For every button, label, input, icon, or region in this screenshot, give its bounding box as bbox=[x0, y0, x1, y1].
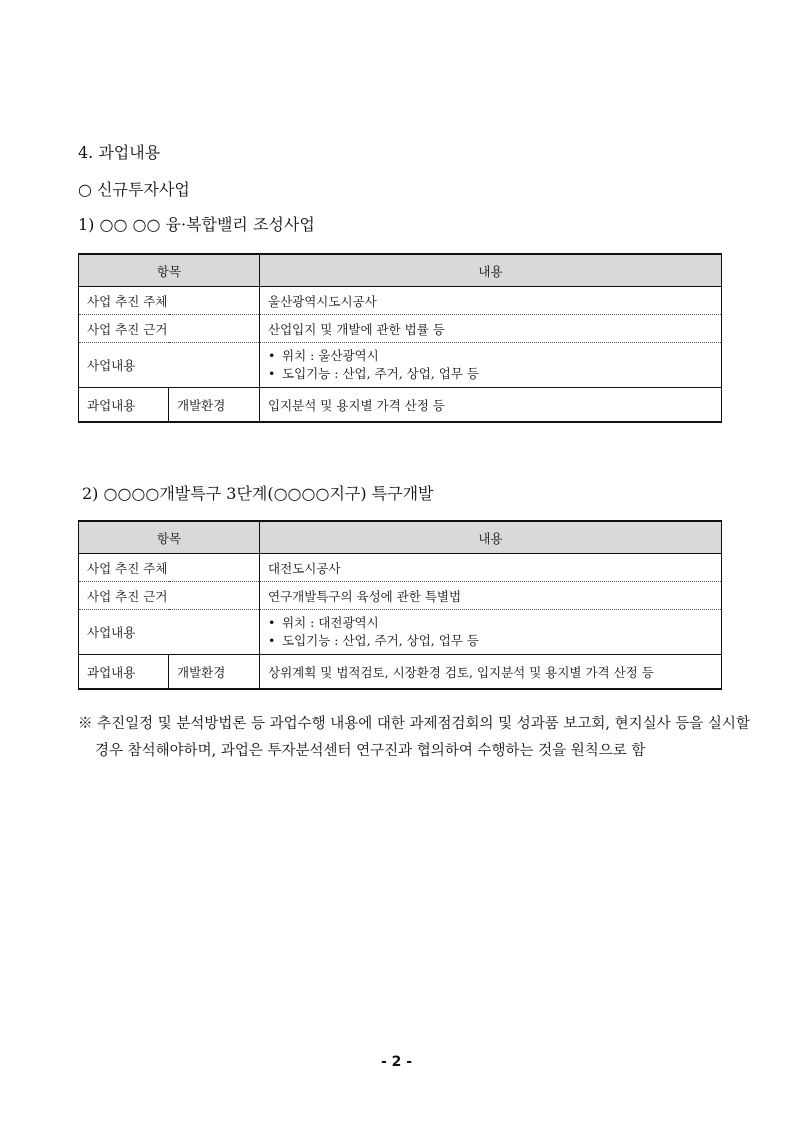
note-line-1: ※ 추진일정 및 분석방법론 등 과업수행 내용에 대한 과제점검회의 및 성과품 보고회, 현지실사 등을 실시할 bbox=[78, 716, 750, 732]
project-2-table bbox=[78, 520, 722, 690]
content-value bbox=[260, 610, 722, 655]
section-subtitle: ○ 신규투자사업 bbox=[78, 180, 190, 199]
list-item: • 도입기능 : 산업, 주거, 상업, 업무 등 bbox=[268, 632, 713, 650]
content-label: 사업내용 bbox=[79, 343, 260, 388]
agent-value: 울산광역시도시공사 bbox=[260, 287, 722, 315]
basis-value: 산업입지 및 개발에 관한 법률 등 bbox=[260, 315, 722, 343]
agent-label: 사업 추진 주체 bbox=[79, 554, 260, 582]
agent-label: 사업 추진 주체 bbox=[79, 287, 260, 315]
content-label: 사업내용 bbox=[79, 610, 260, 655]
task-label: 과업내용 bbox=[79, 655, 169, 690]
content-bullet-list bbox=[268, 614, 713, 650]
note-line-2: 경우 참석해야하며, 과업은 투자분석센터 연구진과 협의하여 수행하는 것을 원칙으로 함 bbox=[95, 743, 646, 759]
header-content: 내용 bbox=[260, 254, 722, 287]
table-row bbox=[79, 610, 722, 655]
table-header-row bbox=[79, 521, 722, 554]
list-item: • 위치 : 울산광역시 bbox=[268, 347, 713, 365]
basis-value: 연구개발특구의 육성에 관한 특별법 bbox=[260, 582, 722, 610]
content-bullet-list bbox=[268, 347, 713, 383]
table-row bbox=[79, 287, 722, 315]
task-sub-label: 개발환경 bbox=[169, 655, 260, 690]
table-row bbox=[79, 343, 722, 388]
table-row bbox=[79, 315, 722, 343]
table-row bbox=[79, 388, 722, 423]
table-row bbox=[79, 582, 722, 610]
basis-label: 사업 추진 근거 bbox=[79, 315, 260, 343]
page-number: - 2 - bbox=[380, 1054, 413, 1070]
task-label: 과업내용 bbox=[79, 388, 169, 423]
project-1-table bbox=[78, 253, 722, 423]
header-item: 항목 bbox=[79, 521, 260, 554]
project-1-title: 1) ○○ ○○ 융·복합밸리 조성사업 bbox=[78, 215, 315, 234]
table-row bbox=[79, 655, 722, 690]
section-title: 4. 과업내용 bbox=[78, 143, 161, 162]
content-value bbox=[260, 343, 722, 388]
table-row bbox=[79, 554, 722, 582]
project-2-title: 2) ○○○○개발특구 3단계(○○○○지구) 특구개발 bbox=[82, 484, 434, 503]
basis-label: 사업 추진 근거 bbox=[79, 582, 260, 610]
table-header-row bbox=[79, 254, 722, 287]
task-sub-label: 개발환경 bbox=[169, 388, 260, 423]
task-value: 입지분석 및 용지별 가격 산정 등 bbox=[260, 388, 722, 423]
task-value: 상위계획 및 법적검토, 시장환경 검토, 입지분석 및 용지별 가격 산정 등 bbox=[260, 655, 722, 690]
list-item: • 도입기능 : 산업, 주거, 상업, 업무 등 bbox=[268, 365, 713, 383]
agent-value: 대전도시공사 bbox=[260, 554, 722, 582]
header-content: 내용 bbox=[260, 521, 722, 554]
list-item: • 위치 : 대전광역시 bbox=[268, 614, 713, 632]
note-paragraph bbox=[78, 711, 750, 765]
header-item: 항목 bbox=[79, 254, 260, 287]
